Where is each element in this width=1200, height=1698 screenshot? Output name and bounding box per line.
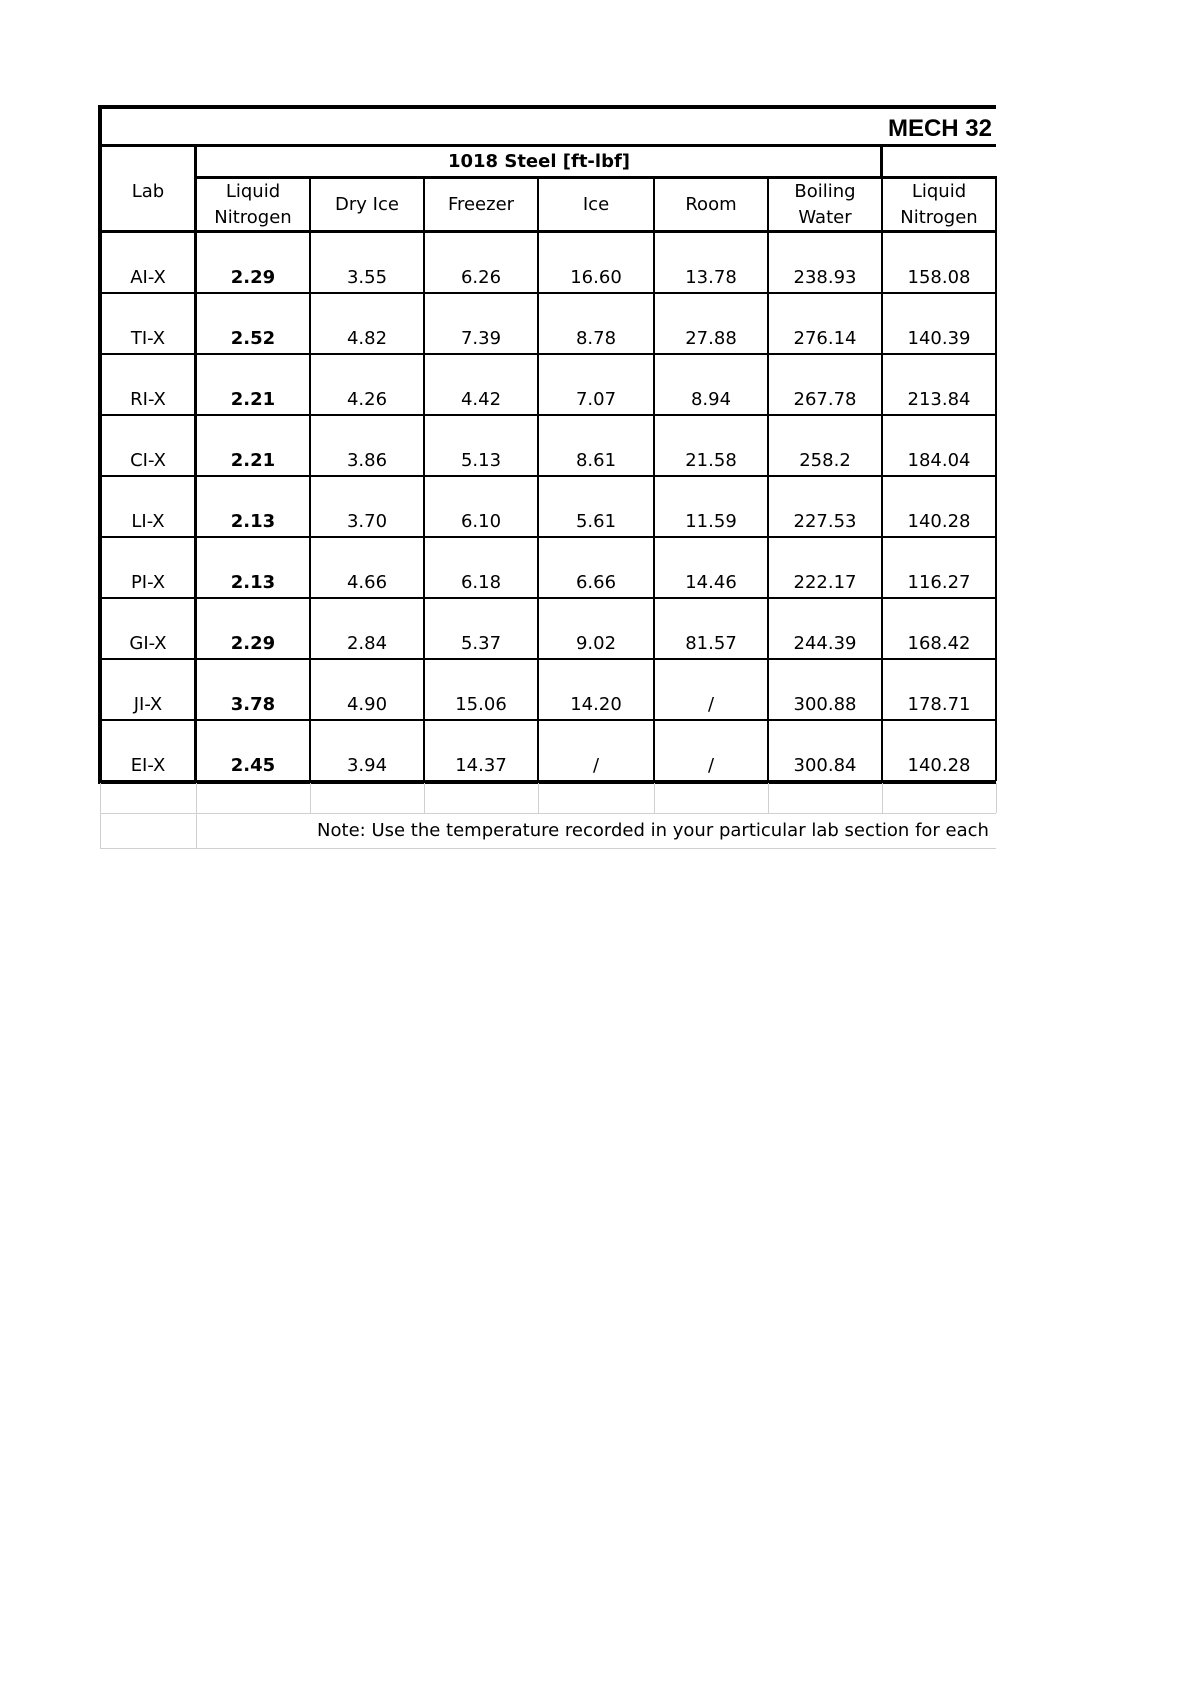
row-border <box>100 719 996 721</box>
table-cell: 14.20 <box>570 694 622 715</box>
table-cell: 3.78 <box>230 694 276 715</box>
grid-row-line <box>100 848 996 849</box>
row-border <box>100 353 996 355</box>
row-border <box>100 597 996 599</box>
note-text: Note: Use the temperature recorded in your particular lab section for each <box>317 820 989 841</box>
table-cell: 7.07 <box>575 389 617 410</box>
row-border <box>100 414 996 416</box>
table-cell: 3.94 <box>346 755 388 776</box>
column-border <box>995 176 997 781</box>
table-cell: 6.10 <box>460 511 502 532</box>
column-border <box>767 176 769 781</box>
grid-col-line <box>768 783 769 813</box>
table-cell: / <box>707 755 715 776</box>
table-cell: 6.18 <box>460 572 502 593</box>
grid-col-line <box>654 783 655 813</box>
table-cell: 140.28 <box>907 755 971 776</box>
table-cell: 300.84 <box>793 755 857 776</box>
table-cell: 300.88 <box>793 694 857 715</box>
table-cell: 3.86 <box>346 450 388 471</box>
table-cell: 2.29 <box>230 633 276 654</box>
table-cell: 3.70 <box>346 511 388 532</box>
column-header: Room <box>685 194 737 215</box>
row-border <box>100 536 996 538</box>
table-cell: 8.61 <box>575 450 617 471</box>
column-border <box>537 176 539 781</box>
subheader-divider <box>196 176 996 179</box>
table-left-border <box>98 105 102 783</box>
table-cell: 16.60 <box>570 267 622 288</box>
row-lab-label: LI-X <box>131 511 165 532</box>
table-cell: 140.28 <box>907 511 971 532</box>
table-cell: 276.14 <box>793 328 857 349</box>
lab-column-border <box>194 144 197 781</box>
table-cell: 14.46 <box>685 572 737 593</box>
row-lab-label: GI-X <box>129 633 167 654</box>
table-cell: 11.59 <box>685 511 737 532</box>
table-cell: 4.82 <box>346 328 388 349</box>
grid-col-line <box>882 783 883 813</box>
table-cell: 21.58 <box>685 450 737 471</box>
column-border <box>653 176 655 781</box>
table-cell: 184.04 <box>907 450 971 471</box>
table-cell: 2.45 <box>230 755 276 776</box>
grid-col-line <box>424 783 425 813</box>
row-border <box>100 475 996 477</box>
table-cell: 27.88 <box>685 328 737 349</box>
table-cell: 158.08 <box>907 267 971 288</box>
table-cell: 6.26 <box>460 267 502 288</box>
row-lab-label: EI-X <box>130 755 166 776</box>
table-cell: 4.66 <box>346 572 388 593</box>
row-lab-label: RI-X <box>130 389 166 410</box>
table-cell: 5.13 <box>460 450 502 471</box>
sheet-title: MECH 32 <box>887 115 992 142</box>
column-border <box>881 176 883 781</box>
table-cell: 2.21 <box>230 450 276 471</box>
table-cell: 4.26 <box>346 389 388 410</box>
table-cell: 168.42 <box>907 633 971 654</box>
table-cell: 238.93 <box>793 267 857 288</box>
table-cell: 222.17 <box>793 572 857 593</box>
column-header: Dry Ice <box>335 194 399 215</box>
table-cell: / <box>707 694 715 715</box>
row-lab-label: PI-X <box>130 572 166 593</box>
grid-col-line <box>196 813 197 848</box>
table-cell: / <box>592 755 600 776</box>
table-cell: 213.84 <box>907 389 971 410</box>
table-cell: 267.78 <box>793 389 857 410</box>
table-cell: 7.39 <box>460 328 502 349</box>
column-header: Liquid Nitrogen <box>900 181 978 228</box>
table-cell: 2.52 <box>230 328 276 349</box>
table-cell: 8.78 <box>575 328 617 349</box>
table-cell: 6.66 <box>575 572 617 593</box>
grid-col-line <box>100 783 101 848</box>
table-cell: 14.37 <box>455 755 507 776</box>
table-cell: 9.02 <box>575 633 617 654</box>
table-cell: 2.13 <box>230 511 276 532</box>
column-border <box>309 176 311 781</box>
column-header: Boiling Water <box>794 181 856 228</box>
header-bottom-border <box>100 230 996 233</box>
column-header: Ice <box>582 194 610 215</box>
table-cell: 13.78 <box>685 267 737 288</box>
table-cell: 2.84 <box>346 633 388 654</box>
table-cell: 81.57 <box>685 633 737 654</box>
grid-col-line <box>538 783 539 813</box>
table-cell: 2.13 <box>230 572 276 593</box>
table-cell: 3.55 <box>346 267 388 288</box>
column-header: Freezer <box>447 194 515 215</box>
table-cell: 2.29 <box>230 267 276 288</box>
grid-col-line <box>996 783 997 813</box>
table-top-border <box>98 105 996 109</box>
row-lab-label: CI-X <box>130 450 166 471</box>
column-border <box>423 176 425 781</box>
title-bottom-border <box>100 144 996 147</box>
grid-col-line <box>310 783 311 813</box>
group-divider <box>880 146 883 178</box>
steel-group-header: 1018 Steel [ft-lbf] <box>447 151 631 172</box>
row-lab-label: TI-X <box>130 328 166 349</box>
row-border <box>100 292 996 294</box>
table-cell: 258.2 <box>799 450 851 471</box>
table-cell: 4.42 <box>460 389 502 410</box>
row-border <box>100 658 996 660</box>
table-cell: 140.39 <box>907 328 971 349</box>
table-cell: 116.27 <box>907 572 971 593</box>
table-cell: 4.90 <box>346 694 388 715</box>
table-cell: 5.37 <box>460 633 502 654</box>
table-cell: 178.71 <box>907 694 971 715</box>
column-header: Liquid Nitrogen <box>214 181 292 228</box>
table-cell: 227.53 <box>793 511 857 532</box>
grid-row-line <box>100 813 996 814</box>
table-cell: 2.21 <box>230 389 276 410</box>
table-cell: 244.39 <box>793 633 857 654</box>
row-lab-label: AI-X <box>130 267 166 288</box>
row-lab-label: JI-X <box>133 694 163 715</box>
table-cell: 5.61 <box>575 511 617 532</box>
table-bottom-border <box>98 780 996 784</box>
table-cell: 8.94 <box>690 389 732 410</box>
table-cell: 15.06 <box>455 694 507 715</box>
lab-column-header: Lab <box>131 181 165 202</box>
